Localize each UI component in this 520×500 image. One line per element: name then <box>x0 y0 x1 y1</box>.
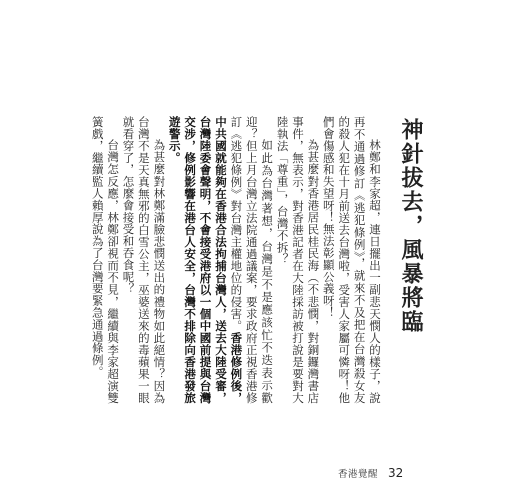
paragraph-text: 如此為台灣著想，台灣是不是應該忙不迭表示歡迎？但上月台灣立法院通過議案，要求政府正視香港修訂《逃犯條例》對台灣主權地位的侵害。 <box>229 116 275 404</box>
body-paragraph <box>89 116 120 404</box>
chapter-title: 神針拔去，風暴將臨 <box>398 118 423 334</box>
page-footer <box>338 465 403 481</box>
body-paragraph <box>166 116 274 404</box>
paragraph-text: 為甚麼對香港居民桂民海（不悲憫，對銅鑼灣書店事件，無表示，對香港記者在大陸採訪被打說是要對大陸執法「尊重」，台灣不拆？ <box>275 116 321 404</box>
paragraph-text: 為甚麼對林鄭滿臉悲憫送出的禮物如此絕情？因為台灣不是天真無邪的白雪公主，巫婆送來的毒蘋果一眼就看穿了，怎麼會接受和吞食呢？ <box>121 116 167 404</box>
body-paragraph <box>120 116 166 404</box>
paragraph-text: 台灣怎反應，林鄭卻視而不見，繼續與李家超演雙簧戲，繼續監人賴厚說為了台灣要緊急通過條例。 <box>90 116 121 404</box>
paragraph-text: 林鄭和李家超，連日擺出一副悲天憫人的樣子，說再不通過修訂《逃犯條例》，就來不及把在台灣殺女友的殺人犯在十月前送去台灣啦，受害人家屬可憐呀！他們會傷感和失望呀！無法彰顯公義呀！ <box>321 116 382 404</box>
body-paragraph <box>274 116 320 404</box>
page-number: 32 <box>388 466 404 480</box>
body-text <box>90 116 382 404</box>
body-paragraph <box>320 116 382 404</box>
book-title: 香港覺醒 <box>338 469 379 480</box>
emphasized-text: 香港修例後，中共國就能夠在香港合法拘捕台灣人，送去大陸受審，台灣陸委會聲明，不會接受港府以一個中國前提與台灣交涉，修例影響在港台人安全，台灣不排除向香港發旅遊警示。 <box>167 116 244 404</box>
